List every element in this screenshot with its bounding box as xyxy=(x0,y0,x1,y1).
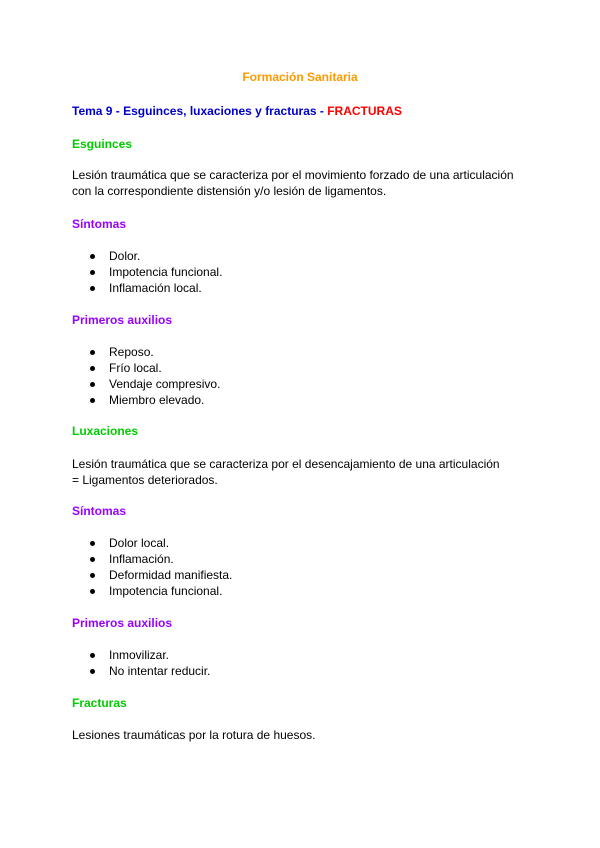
list-item: Inflamación. xyxy=(72,551,232,567)
list-item: Frío local. xyxy=(72,360,220,376)
luxaciones-auxilios-list xyxy=(72,647,210,679)
list-item: Impotencia funcional. xyxy=(72,583,232,599)
bullet-icon xyxy=(90,398,95,403)
list-item: Reposo. xyxy=(72,344,220,360)
bullet-icon xyxy=(90,573,95,578)
luxaciones-sintomas-list xyxy=(72,535,232,599)
luxaciones-definition-line-2: = Ligamentos deteriorados. xyxy=(72,473,218,487)
section-heading-fracturas: Fracturas xyxy=(72,696,127,710)
document-title: Formación Sanitaria xyxy=(242,70,358,84)
list-item: Vendaje compresivo. xyxy=(72,376,220,392)
bullet-icon xyxy=(90,366,95,371)
esguinces-auxilios-list xyxy=(72,344,220,408)
list-item: Dolor local. xyxy=(72,535,232,551)
bullet-icon xyxy=(90,270,95,275)
esguinces-definition-line-2: con la correspondiente distensión y/o lesión de ligamentos. xyxy=(72,184,387,198)
fracturas-definition: Lesiones traumáticas por la rotura de huesos. xyxy=(72,728,316,742)
bullet-icon xyxy=(90,254,95,259)
esguinces-sintomas-list xyxy=(72,248,222,296)
list-item: Miembro elevado. xyxy=(72,392,220,408)
bullet-icon xyxy=(90,541,95,546)
bullet-icon xyxy=(90,557,95,562)
esguinces-definition-line-1: Lesión traumática que se caracteriza por el movimiento forzado de una articulación xyxy=(72,168,514,182)
list-item: Impotencia funcional. xyxy=(72,264,222,280)
list-item: Inflamación local. xyxy=(72,280,222,296)
topic-heading xyxy=(72,104,402,118)
bullet-icon xyxy=(90,382,95,387)
luxaciones-definition-line-1: Lesión traumática que se caracteriza por el desencajamiento de una articulación xyxy=(72,457,500,471)
bullet-icon xyxy=(90,669,95,674)
bullet-icon xyxy=(90,286,95,291)
list-item: Deformidad manifiesta. xyxy=(72,567,232,583)
section-heading-luxaciones: Luxaciones xyxy=(72,424,139,438)
bullet-icon xyxy=(90,653,95,658)
section-heading-esguinces: Esguinces xyxy=(72,137,133,151)
list-item: Inmovilizar. xyxy=(72,647,210,663)
luxaciones-sintomas-heading: Síntomas xyxy=(72,504,127,518)
esguinces-sintomas-heading: Síntomas xyxy=(72,217,127,231)
topic-highlight: FRACTURAS xyxy=(327,104,402,118)
bullet-icon xyxy=(90,589,95,594)
esguinces-auxilios-heading: Primeros auxilios xyxy=(72,313,173,327)
list-item: No intentar reducir. xyxy=(72,663,210,679)
luxaciones-auxilios-heading: Primeros auxilios xyxy=(72,616,173,630)
bullet-icon xyxy=(90,350,95,355)
list-item: Dolor. xyxy=(72,248,222,264)
topic-title: Tema 9 - Esguinces, luxaciones y fracturas - xyxy=(72,104,328,118)
